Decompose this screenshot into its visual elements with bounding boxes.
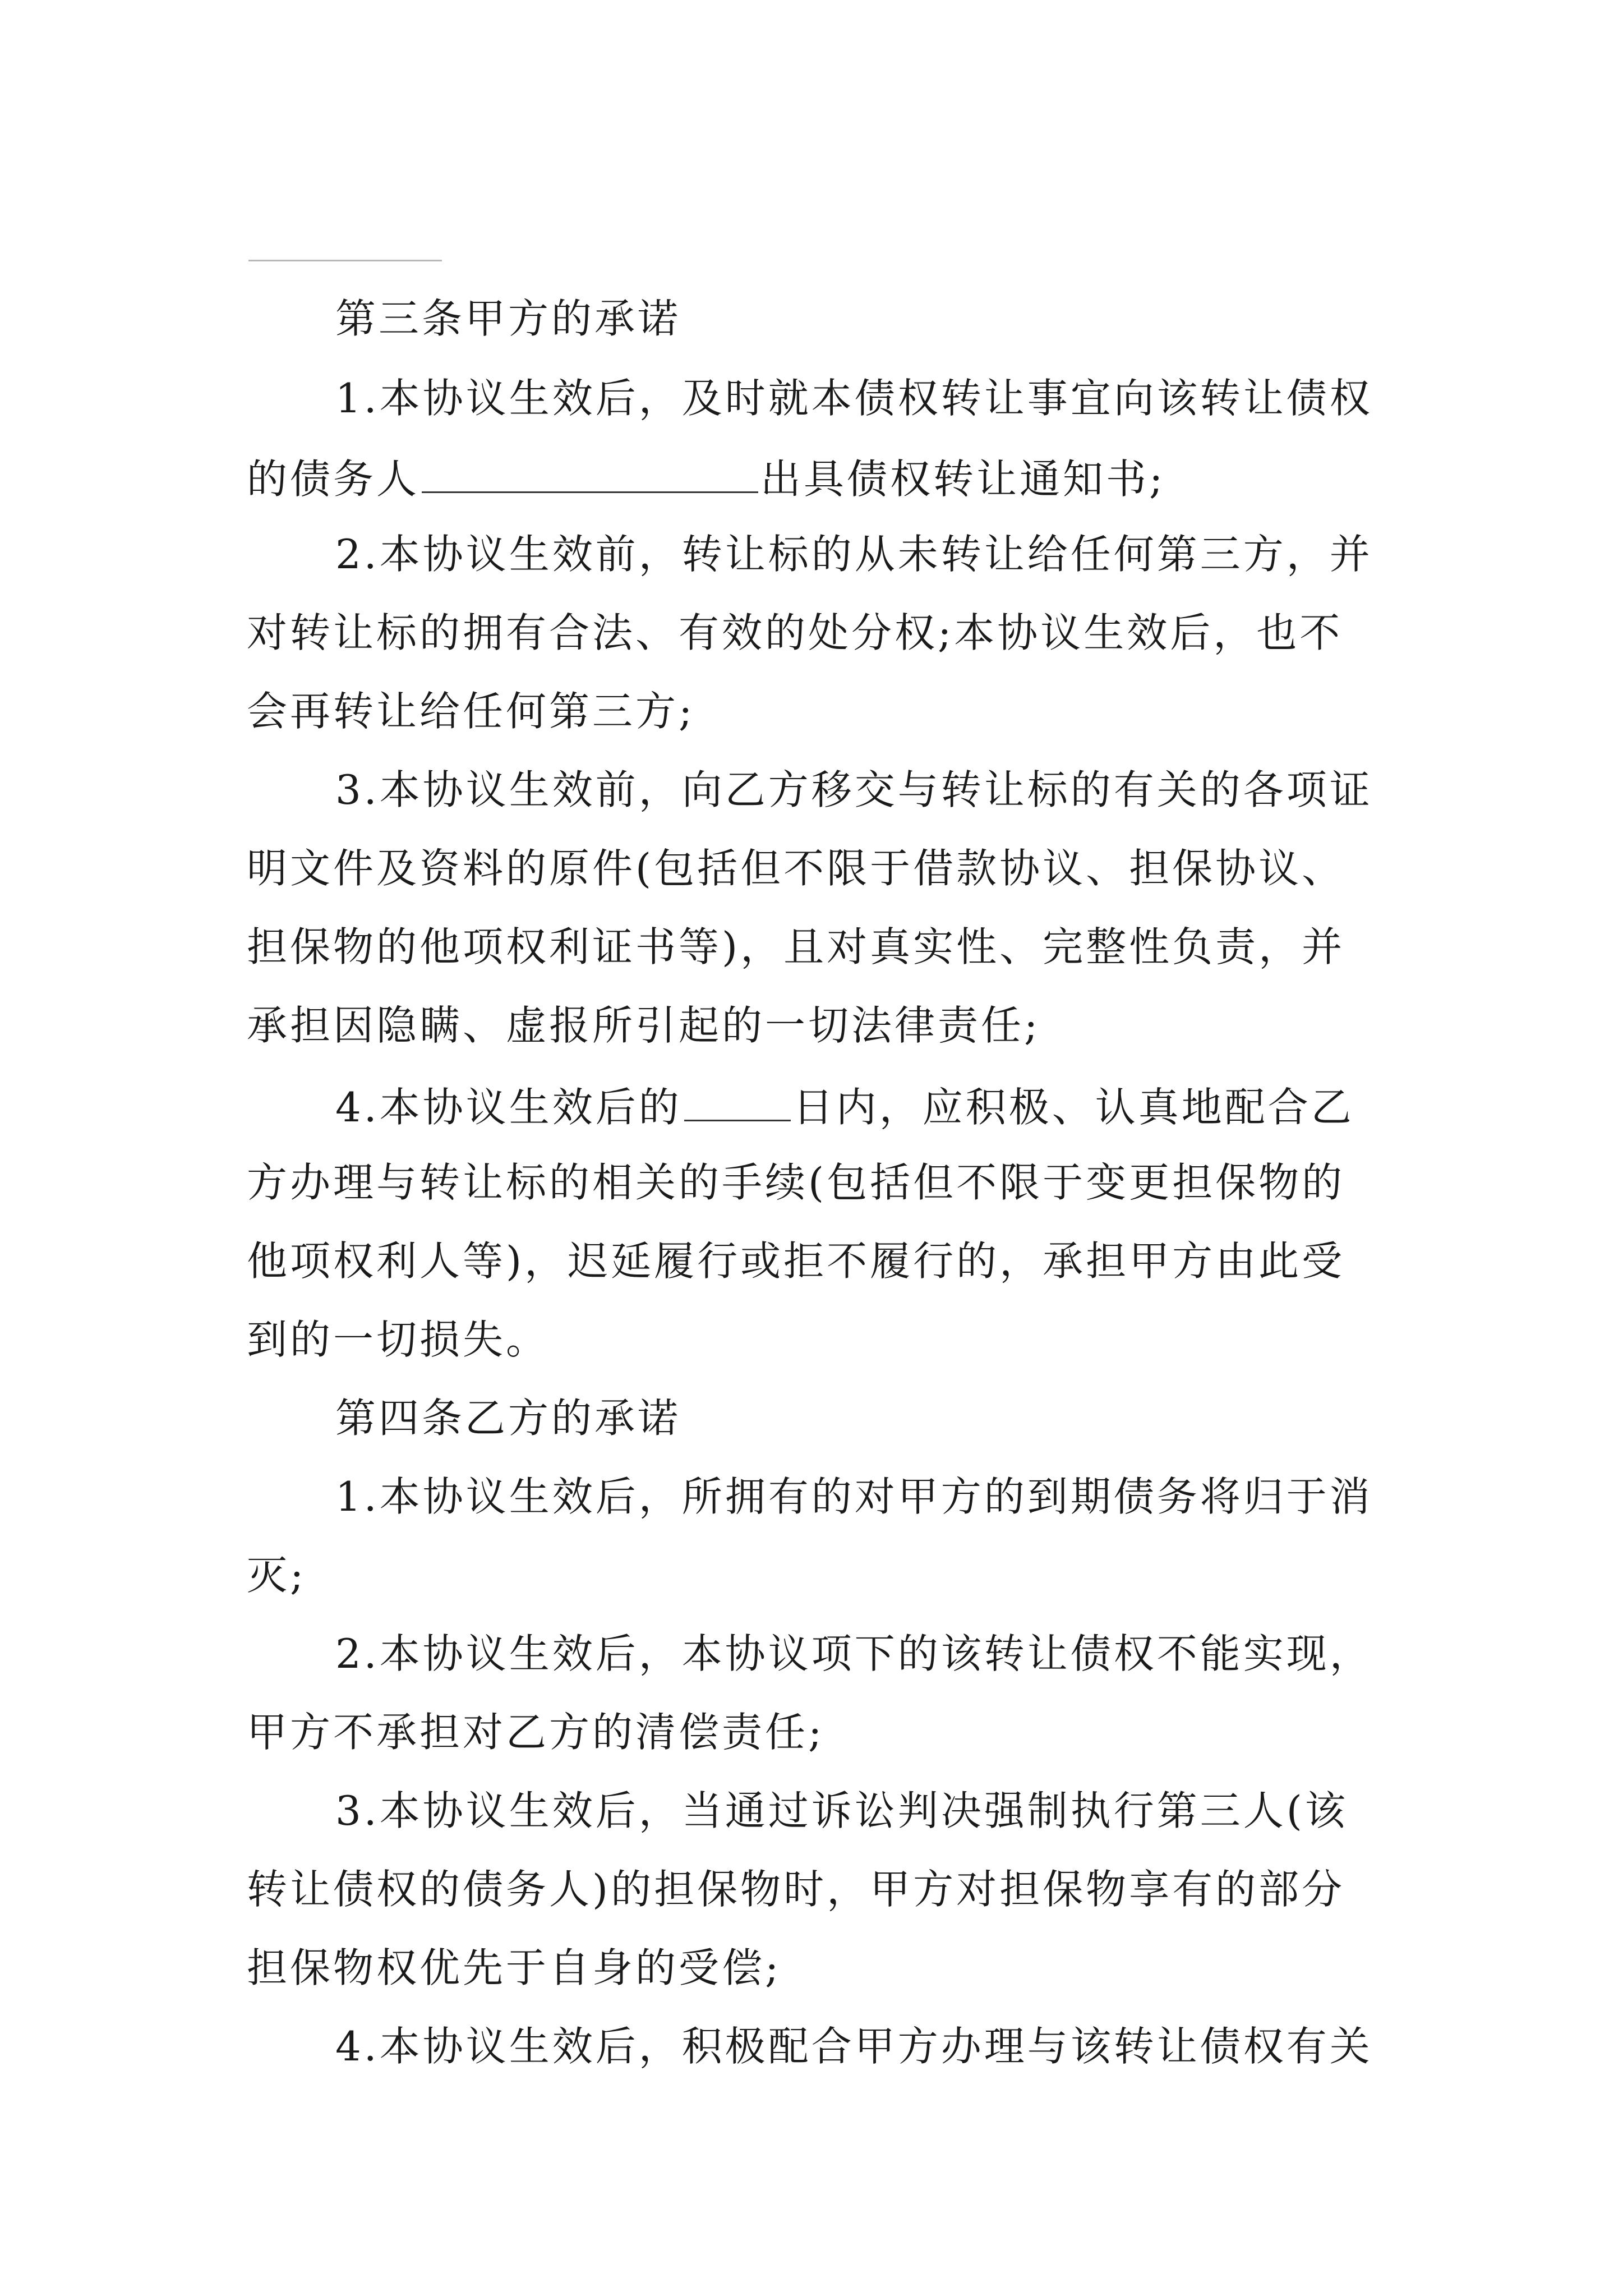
- article3-item2-line2: 对转让标的拥有合法、有效的处分权;本协议生效后，也不: [247, 609, 1343, 656]
- article3-item4-line1-after: 日内，应积极、认真地配合乙: [792, 1084, 1354, 1131]
- header-rule: [248, 260, 442, 261]
- article3-item2-line3: 会再转让给任何第三方;: [247, 688, 695, 735]
- days-blank: [684, 1084, 791, 1121]
- article3-heading: 第三条甲方的承诺: [335, 295, 681, 342]
- article3-item1-line2-before: 的债务人: [247, 455, 420, 503]
- article4-item4-line1: 4.本协议生效后，积极配合甲方办理与该转让债权有关: [335, 2023, 1373, 2070]
- article4-heading: 第四条乙方的承诺: [335, 1395, 681, 1442]
- article4-item2-line1: 2.本协议生效后，本协议项下的该转让债权不能实现，: [335, 1630, 1373, 1677]
- article3-item3-line2: 明文件及资料的原件(包括但不限于借款协议、担保协议、: [247, 845, 1345, 892]
- article4-item3-line3: 担保物权优先于自身的受偿;: [247, 1944, 782, 1991]
- article4-item1-line1: 1.本协议生效后，所拥有的对甲方的到期债务将归于消: [335, 1473, 1373, 1520]
- article4-item1-line2: 灭;: [247, 1552, 307, 1599]
- article3-item1-line2-after: 出具债权转让通知书;: [760, 455, 1166, 503]
- article3-item4-line2: 方办理与转让标的相关的手续(包括但不限于变更担保物的: [247, 1159, 1345, 1206]
- article3-item4-line1-before: 4.本协议生效后的: [335, 1084, 682, 1131]
- article3-item4-line3: 他项权利人等)，迟延履行或拒不履行的，承担甲方由此受: [247, 1237, 1345, 1285]
- article3-item3-line3: 担保物的他项权利证书等)，且对真实性、完整性负责，并: [247, 923, 1345, 970]
- article3-item1-line1: 1.本协议生效后，及时就本债权转让事宜向该转让债权: [335, 375, 1373, 422]
- debtor-name-blank: [422, 455, 758, 493]
- article3-item4-line4: 到的一切损失。: [247, 1316, 550, 1363]
- article3-item2-line1: 2.本协议生效前，转让标的从未转让给任何第三方，并: [335, 531, 1373, 578]
- article3-item3-line4: 承担因隐瞒、虚报所引起的一切法律责任;: [247, 1002, 1041, 1049]
- article3-item3-line1: 3.本协议生效前，向乙方移交与转让标的有关的各项证: [335, 766, 1373, 813]
- article3-item4-line1: [335, 1084, 1354, 1131]
- article4-item2-line2: 甲方不承担对乙方的清偿责任;: [247, 1709, 825, 1756]
- article4-item3-line2: 转让债权的债务人)的担保物时，甲方对担保物享有的部分: [247, 1866, 1345, 1913]
- article3-item1-line2: [247, 455, 1166, 503]
- article4-item3-line1: 3.本协议生效后，当通过诉讼判决强制执行第三人(该: [335, 1787, 1348, 1834]
